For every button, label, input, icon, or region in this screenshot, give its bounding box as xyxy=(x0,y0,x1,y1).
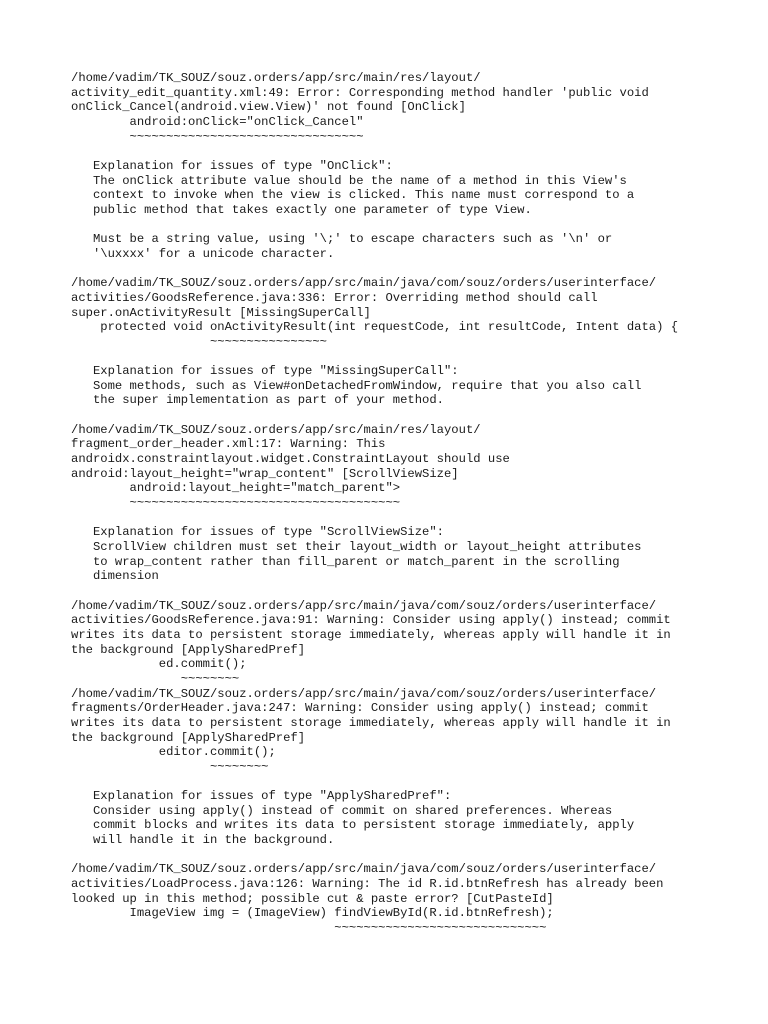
report-line: Consider using apply() instead of commit on shared preferences. Whereas xyxy=(71,803,613,818)
report-line: writes its data to persistent storage immediately, whereas apply will handle it in xyxy=(71,627,671,642)
report-line: ed.commit(); xyxy=(71,657,247,672)
report-line: activities/LoadProcess.java:126: Warning: The id R.id.btnRefresh has already been xyxy=(71,877,664,892)
report-line: android:layout_height="wrap_content" [ScrollViewSize] xyxy=(71,466,459,481)
report-line: context to invoke when the view is clicked. This name must correspond to a xyxy=(71,188,635,203)
report-line xyxy=(71,408,751,423)
report-line: looked up in this method; possible cut & paste error? [CutPasteId] xyxy=(71,891,554,906)
report-line: will handle it in the background. xyxy=(71,833,335,848)
report-line: the super implementation as part of your method. xyxy=(71,393,444,408)
report-line: ImageView img = (ImageView) findViewById(R.id.btnRefresh); xyxy=(71,906,554,921)
report-line: public method that takes exactly one parameter of type View. xyxy=(71,202,532,217)
report-line xyxy=(71,848,751,863)
report-line: '\uxxxx' for a unicode character. xyxy=(71,246,335,261)
lint-report xyxy=(71,71,751,936)
report-line: Some methods, such as View#onDetachedFromWindow, require that you also call xyxy=(71,378,642,393)
report-line: /home/vadim/TK_SOUZ/souz.orders/app/src/main/res/layout/ xyxy=(71,422,481,437)
report-line: Must be a string value, using '\;' to escape characters such as '\n' or xyxy=(71,232,613,247)
report-line: ~~~~~~~~ xyxy=(71,759,269,774)
report-line: editor.commit(); xyxy=(71,745,276,760)
report-line: ~~~~~~~~~~~~~~~~~~~~~~~~~~~~~~~~~~~~~ xyxy=(71,496,401,511)
report-line: Explanation for issues of type "MissingSuperCall": xyxy=(71,364,459,379)
report-line: android:onClick="onClick_Cancel" xyxy=(71,114,364,129)
report-line: activity_edit_quantity.xml:49: Error: Corresponding method handler 'public void xyxy=(71,85,649,100)
report-line: dimension xyxy=(71,569,159,584)
report-line: activities/GoodsReference.java:336: Error: Overriding method should call xyxy=(71,290,598,305)
report-line: commit blocks and writes its data to persistent storage immediately, apply xyxy=(71,818,635,833)
report-line xyxy=(71,511,751,526)
report-line: android:layout_height="match_parent"> xyxy=(71,481,401,496)
report-line xyxy=(71,584,751,599)
report-line: ScrollView children must set their layout_width or layout_height attributes xyxy=(71,540,642,554)
report-line xyxy=(71,349,751,364)
report-line: ~~~~~~~~~~~~~~~~ xyxy=(71,334,327,349)
report-line: fragments/OrderHeader.java:247: Warning: Consider using apply() instead; commit xyxy=(71,701,649,716)
report-line: writes its data to persistent storage immediately, whereas apply will handle it in xyxy=(71,715,671,730)
report-line xyxy=(71,262,751,277)
report-line: /home/vadim/TK_SOUZ/souz.orders/app/src/main/java/com/souz/orders/userinterface/ xyxy=(71,276,657,291)
report-line: the background [ApplySharedPref] xyxy=(71,642,306,657)
report-line: Explanation for issues of type "ScrollViewSize": xyxy=(71,525,444,540)
report-line: Explanation for issues of type "OnClick": xyxy=(71,158,393,173)
report-line: /home/vadim/TK_SOUZ/souz.orders/app/src/main/java/com/souz/orders/userinterface/ xyxy=(71,686,657,701)
report-line: The onClick attribute value should be the name of a method in this View's xyxy=(71,173,627,188)
report-line: /home/vadim/TK_SOUZ/souz.orders/app/src/main/res/layout/ xyxy=(71,71,481,85)
report-line: /home/vadim/TK_SOUZ/souz.orders/app/src/main/java/com/souz/orders/userinterface/ xyxy=(71,598,657,613)
report-line: /home/vadim/TK_SOUZ/souz.orders/app/src/main/java/com/souz/orders/userinterface/ xyxy=(71,862,657,877)
report-line: ~~~~~~~~~~~~~~~~~~~~~~~~~~~~~~~~ xyxy=(71,129,364,144)
report-line: fragment_order_header.xml:17: Warning: This xyxy=(71,437,386,452)
report-line xyxy=(71,144,751,159)
report-line: super.onActivityResult [MissingSuperCall] xyxy=(71,305,371,320)
report-line: ~~~~~~~~ xyxy=(71,671,240,686)
report-line: the background [ApplySharedPref] xyxy=(71,730,306,745)
report-line: protected void onActivityResult(int requestCode, int resultCode, Intent data) { xyxy=(71,320,679,335)
report-line: ~~~~~~~~~~~~~~~~~~~~~~~~~~~~~ xyxy=(71,921,547,936)
report-line: activities/GoodsReference.java:91: Warning: Consider using apply() instead; commit xyxy=(71,613,671,628)
report-line: androidx.constraintlayout.widget.ConstraintLayout should use xyxy=(71,452,510,467)
report-line: to wrap_content rather than fill_parent or match_parent in the scrolling xyxy=(71,554,620,569)
report-line: Explanation for issues of type "ApplySharedPref": xyxy=(71,789,452,804)
report-line xyxy=(71,218,751,233)
report-line xyxy=(71,775,751,790)
report-line: onClick_Cancel(android.view.View)' not found [OnClick] xyxy=(71,100,466,115)
